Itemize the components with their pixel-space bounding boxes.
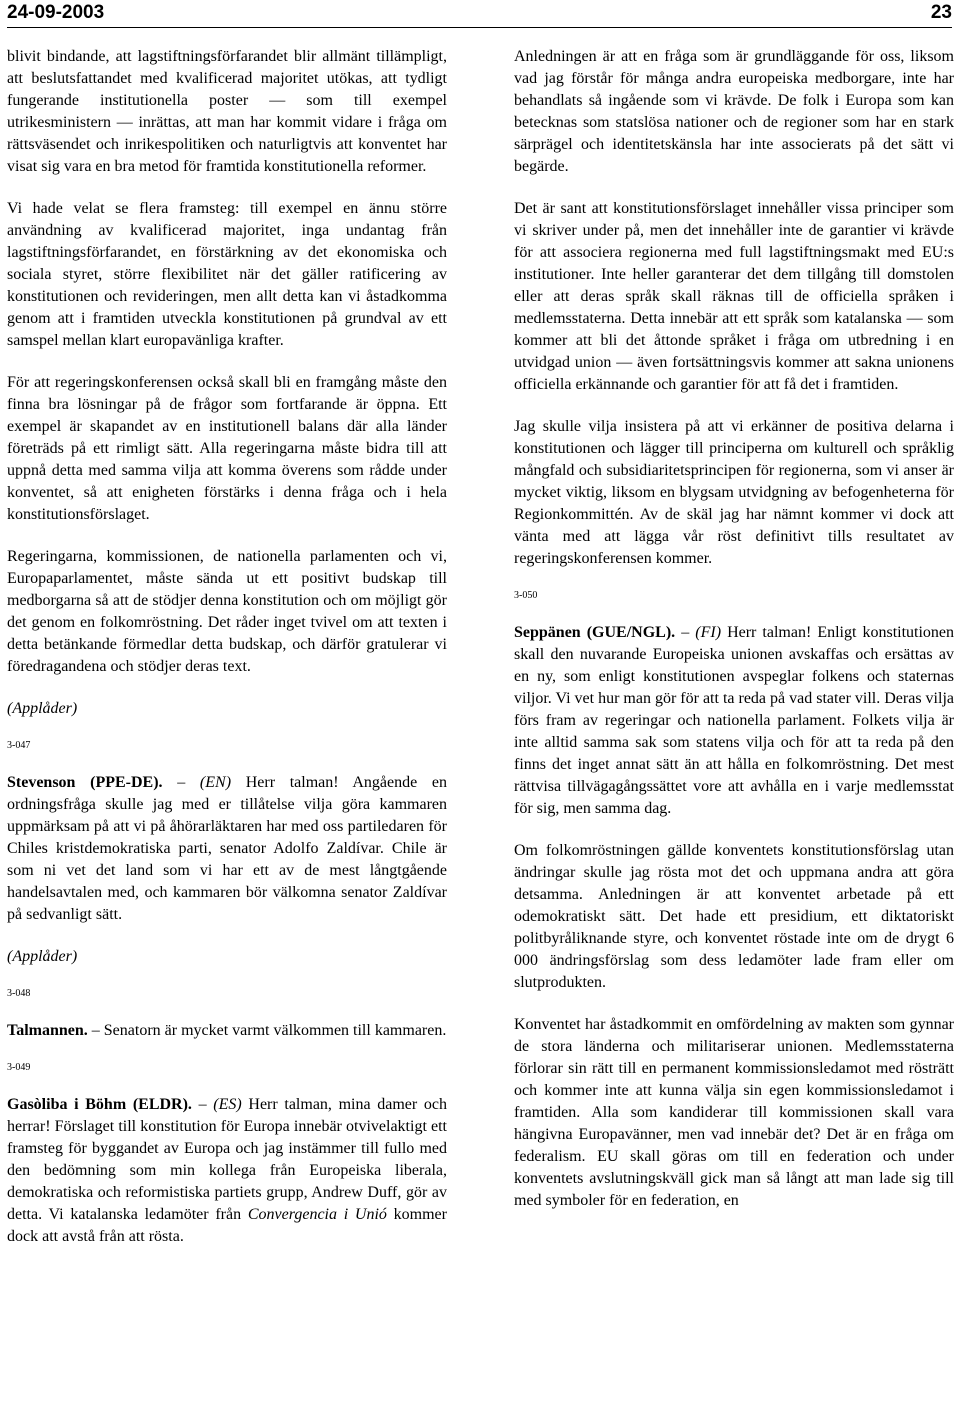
speech [7, 1094, 447, 1248]
speech-reference: 3-050 [514, 590, 538, 601]
paragraph: Anledningen är att en fråga som är grundläggande för oss, liksom vad jag förstår för många andra europeiska medborgare, inte har behandlats så ingående som vi krävde. De folk i Europa som kan betecknas som statslösa nationer och de regioner som har en stark särprägel och identitetskänsla har inte associerats på det sätt vi begärde. [514, 48, 954, 175]
dash: – [162, 774, 200, 791]
left-column [7, 46, 447, 1268]
speech-text: Herr talman! Angående en ordningsfråga skulle jag med er tillåtelse vilja göra kammaren uppmärksam på att vi på åhörarläktaren har med oss partiledaren för Chiles kristdemokratiska parti, senator Adolfo Zaldívar. Chile är som ni vet det land som vi har ett av de mest långtgående handelsavtalen med, och kammaren bör välkomna senator Zaldívar på sedvanligt sätt. [7, 774, 447, 923]
paragraph: Regeringarna, kommissionen, de nationella parlamenten och vi, Europaparlamentet, måste sända ut ett positivt budskap till medborgarna så att de stödjer denna konstitution och om möjligt gör det genom en folkomröstning. Det råder inget tvivel om att texten i detta betänkande förmedlar detta budskap, och därför gratulerar vi föredragandena och stödjer deras text. [7, 548, 447, 675]
speech [7, 1020, 447, 1042]
speaker-name: Stevenson (PPE-DE). [7, 774, 163, 791]
applause-note: (Applåder) [7, 948, 78, 965]
paragraph: Om folkomröstningen gällde konventets konstitutionsförslag utan ändringar skulle jag rösta mot det och uppmana andra att göra detsamma. Anledningen är att konventet arbetade på ett odemokratiskt sätt. Det hade ett presidium, ett diktatoriskt politbyråliknande styre, och konventet röstade inte om de drygt 6 000 ändringsförslag som dess ledamöter lade fram eller om slutprodukten. [514, 842, 954, 991]
speech-reference: 3-049 [7, 1062, 31, 1073]
party-name: Convergencia i Unió [247, 1206, 387, 1223]
paragraph: Vi hade velat se flera framsteg: till exempel en ännu större användning av kvalificerad majoritet, inga undantag från lagstiftningsförfarandet, en förstärkning av det ekonomiska och sociala styret, större flexibilitet när det gäller ratificering av konstitutionen och revideringen, men allt detta kan vi åstadkomma genom att i framtiden utveckla konstitutionen på grundval av ett samspel mellan klart europavänliga krafter. [7, 200, 447, 349]
speaker-name: Seppänen (GUE/NGL). [514, 624, 676, 641]
paragraph: Det är sant att konstitutionsförslaget innehåller vissa principer som vi skriver under på, men det innehåller inte de garantier vi krävde för att associera regionerna med full lagstiftningsmakt med EU:s institutioner. Inte heller garanterar det dem tillgång till domstolen eller att deras språk skall räknas till de officiella språken i medlemsstaterna. Detta innebär att ett språk som katalanska — som kommer att bli det åttonde språket i fråga om utbredning i en utvidgad union — även fortsättningsvis kommer att sakna unionens officiella erkännande och garantier för att få det i framtiden. [514, 200, 954, 393]
applause-note: (Applåder) [7, 700, 78, 717]
right-column [514, 46, 954, 1232]
language-code: (ES) [213, 1096, 242, 1113]
speech-text: kommer dock att avstå från att rösta. [7, 1206, 447, 1245]
language-code: (EN) [199, 774, 232, 791]
paragraph: blivit bindande, att lagstiftningsförfarandet blir allmänt tillämpligt, att beslutsfattandet med kvalificerad majoritet utökas, att tydligt fungerande institutionella poster — som till exempel utrikesministern — inrättas, att man har kommit vidare i fråga om rättsväsendet och inrikespolitiken och naturligtvis att konventet har visat sig vara en bra metod för framtida konstitutionella reformer. [7, 48, 447, 175]
dash: – [675, 624, 696, 641]
paragraph: Jag skulle vilja insistera på att vi erkänner de positiva delarna i konstitutionen och lägger till principerna om kulturell och språklig mångfald och subsidiaritetsprincipen för regionerna, som vi anser är mycket viktig, liksom en blygsam utvidgning av befogenheterna för Regionkommittén. Av de skäl jag har nämnt kommer vi dock att vänta med att lägga vår röst definitivt tills resultatet av regeringskonferensen kommer. [514, 418, 954, 567]
page-header [7, 0, 952, 28]
header-date: 24-09-2003 [7, 2, 105, 23]
speech-text: Herr talman! Enligt konstitutionen skall den nuvarande Europeiska unionen avskaffas och ersättas av en ny, som enligt konstitutionen avspeglar folkens och staternas viljor. Vi vet hur man gör för att ta reda på vad stater vill. Deras vilja förs fram av regeringar och nationella parlament. Folkets vilja är inte alltid samma sak som statens vilja och för att ta reda på den finns det inget annat sätt än att hålla en folkomröstning. Det mest rättvisa tillvägagångssättet vore att avhålla en i varje medlemsstat för sig, men samma dag. [514, 624, 955, 817]
speech [7, 772, 447, 926]
speech [514, 622, 954, 820]
speaker-name: Talmannen. [7, 1022, 88, 1039]
paragraph: Konventet har åstadkommit en omfördelning av makten som gynnar de stora länderna och militariserar unionen. Medlemsstaterna förlorar sin rätt till en permanent kommissionsledamot med rösträtt och kommer inte att kunna välja sin egen kommissionsledamot i framtiden. Alla som kandiderar till kommissionen skall vara hängivna Europavänner, men vad innebär det? Det är en fråga om federalism. EU skall göras om till en federation och under konventets avslutningskväll gick man så långt att man lade sig till med symboler för en federation, en [514, 1016, 954, 1209]
speech-text: Herr talman, mina damer och herrar! Förslaget till konstitution för Europa innebär otvivelaktigt ett framsteg för byggandet av Europa och jag instämmer till fullo med den bedömning som min kollega från Europeiska liberala, demokratiska och reformistiska partiets grupp, Andrew Duff, gör av detta. Vi katalanska ledamöter från [7, 1096, 447, 1223]
speech-reference: 3-047 [7, 740, 31, 751]
speaker-name: Gasòliba i Böhm (ELDR). [7, 1096, 192, 1113]
language-code: (FI) [695, 624, 722, 641]
speech-text: – Senatorn är mycket varmt välkommen till kammaren. [87, 1022, 447, 1039]
header-page-number: 23 [930, 2, 952, 23]
dash: – [191, 1096, 214, 1113]
paragraph: För att regeringskonferensen också skall bli en framgång måste den finna bra lösningar på de frågor som fortfarande är öppna. Ett exempel är skapandet av en institutionell balans där alla länder företräds på ett rimligt sätt. Alla regeringarna måste bidra till att uppnå detta med samma vilja att komma överens som rådde under konventet, så att enigheten förstärks i denna fråga och i hela konstitutionsförslaget. [7, 374, 447, 523]
speech-reference: 3-048 [7, 988, 31, 999]
